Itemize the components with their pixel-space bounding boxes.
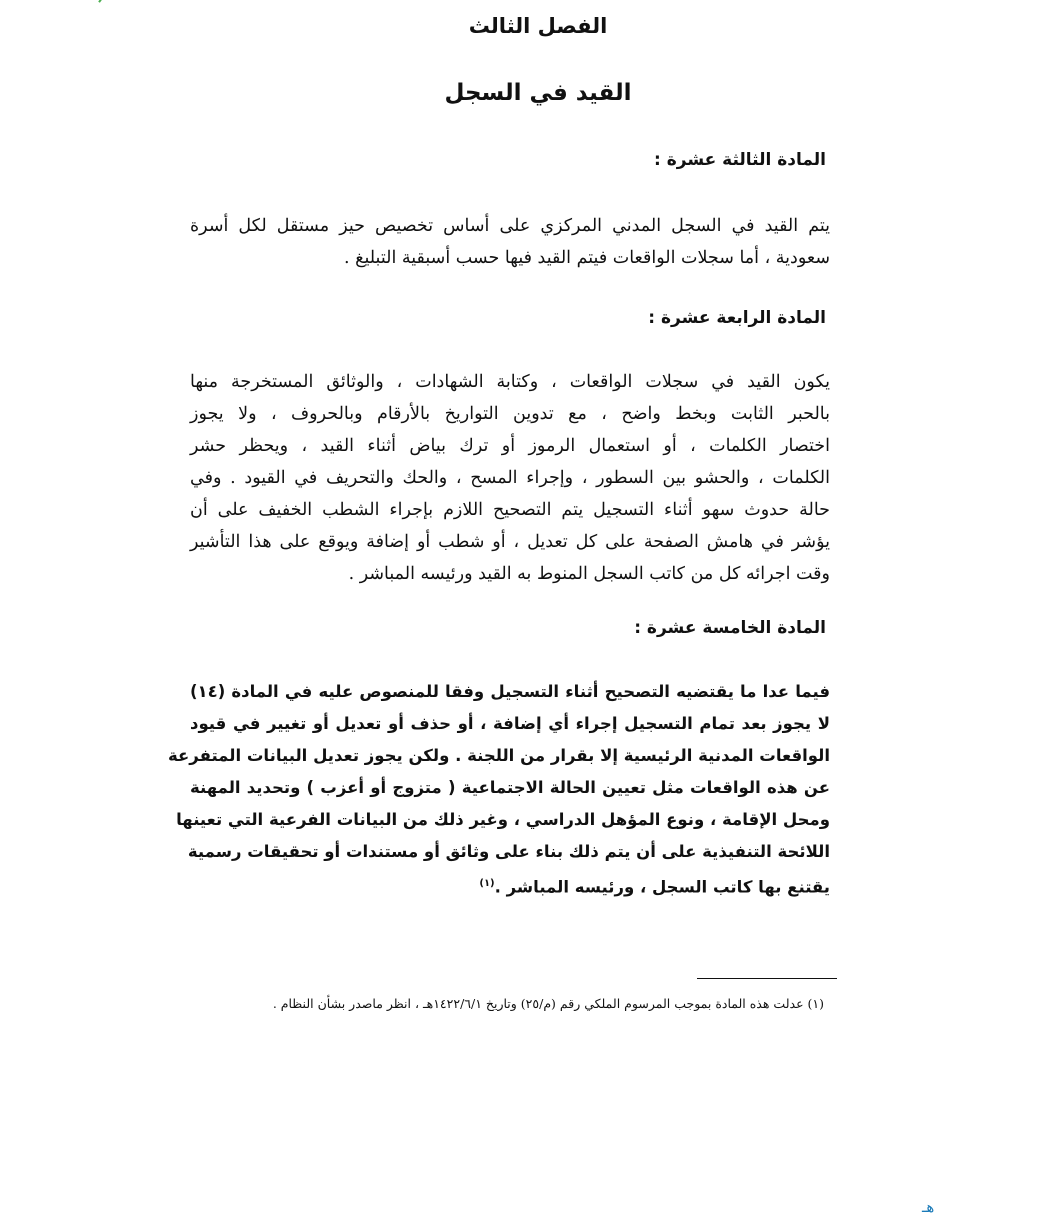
footnote-reference[interactable]: (١): [479, 878, 495, 889]
article-13-text: [190, 210, 830, 274]
corner-mark-icon: [98, 0, 114, 9]
text-line: بالحبر الثابت وبخط واضح ، مع تدوين التواريخ بالأرقام وبالحروف ، ولا يجوز: [190, 404, 830, 424]
text-line: حالة حدوث سهو أثناء التسجيل يتم التصحيح اللازم بإجراء الشطب الخفيف على أن: [190, 500, 830, 520]
text-line: اللائحة التنفيذية على أن يتم ذلك بناء على وثائق أو مستندات أو تحقيقات رسمية: [187, 842, 830, 861]
text-line: الكلمات ، والحشو بين السطور ، وإجراء المسح ، والحك والتحريف في القيود . وفي: [190, 468, 830, 488]
text-line: الواقعات المدنية الرئيسية إلا بقرار من اللجنة . ولكن يجوز تعديل البيانات المتفرعة: [168, 746, 830, 765]
footnote: (١) عدلت هذه المادة بموجب المرسوم الملكي رقم (م/٢٥) وتاريخ ١٤٢٢/٦/١هـ ، انظر ماصدر بشأن النظام .: [272, 996, 824, 1011]
text-line: [190, 868, 830, 904]
text-line-content: يقتنع بها كاتب السجل ، ورئيسه المباشر .: [494, 877, 830, 897]
article-15-heading: المادة الخامسة عشرة :: [634, 618, 826, 638]
text-line: يكون القيد في سجلات الواقعات ، وكتابة الشهادات ، والوثائق المستخرجة منها: [190, 372, 830, 392]
text-line: عن هذه الواقعات مثل تعيين الحالة الاجتماعية ( متزوج أو أعزب ) وتحديد المهنة: [190, 778, 830, 797]
footnote-divider: [697, 978, 837, 979]
text-line: يتم القيد في السجل المدني المركزي على أساس تخصيص حيز مستقل لكل أسرة: [190, 216, 830, 236]
text-line: ومحل الإقامة ، ونوع المؤهل الدراسي ، وغير ذلك من البيانات الفرعية التي تعينها: [176, 810, 830, 829]
article-14-text: [190, 366, 830, 590]
section-title: القيد في السجل: [444, 80, 632, 106]
article-14-heading: المادة الرابعة عشرة :: [648, 308, 826, 328]
article-13-heading: المادة الثالثة عشرة :: [654, 150, 826, 170]
text-line: اختصار الكلمات ، أو استعمال الرموز أو ترك بياض أثناء القيد ، ويحظر حشر: [190, 436, 830, 456]
text-line: لا يجوز بعد تمام التسجيل إجراء أي إضافة ، أو حذف أو تعديل أو تغيير في قيود: [190, 714, 830, 733]
article-15-text: [168, 676, 830, 904]
text-line: سعودية ، أما سجلات الواقعات فيتم القيد فيها حسب أسبقية التبليغ .: [344, 248, 830, 268]
text-line: وقت اجرائه كل من كاتب السجل المنوط به القيد ورئيسه المباشر .: [348, 564, 830, 584]
page-mark: هـ: [922, 1198, 935, 1216]
chapter-title: الفصل الثالث: [468, 14, 608, 38]
text-line: يؤشر في هامش الصفحة على كل تعديل ، أو شطب أو إضافة ويوقع على هذا التأشير: [190, 532, 830, 552]
text-line: فيما عدا ما يقتضيه التصحيح أثناء التسجيل وفقا للمنصوص عليه في المادة (١٤): [190, 682, 830, 701]
